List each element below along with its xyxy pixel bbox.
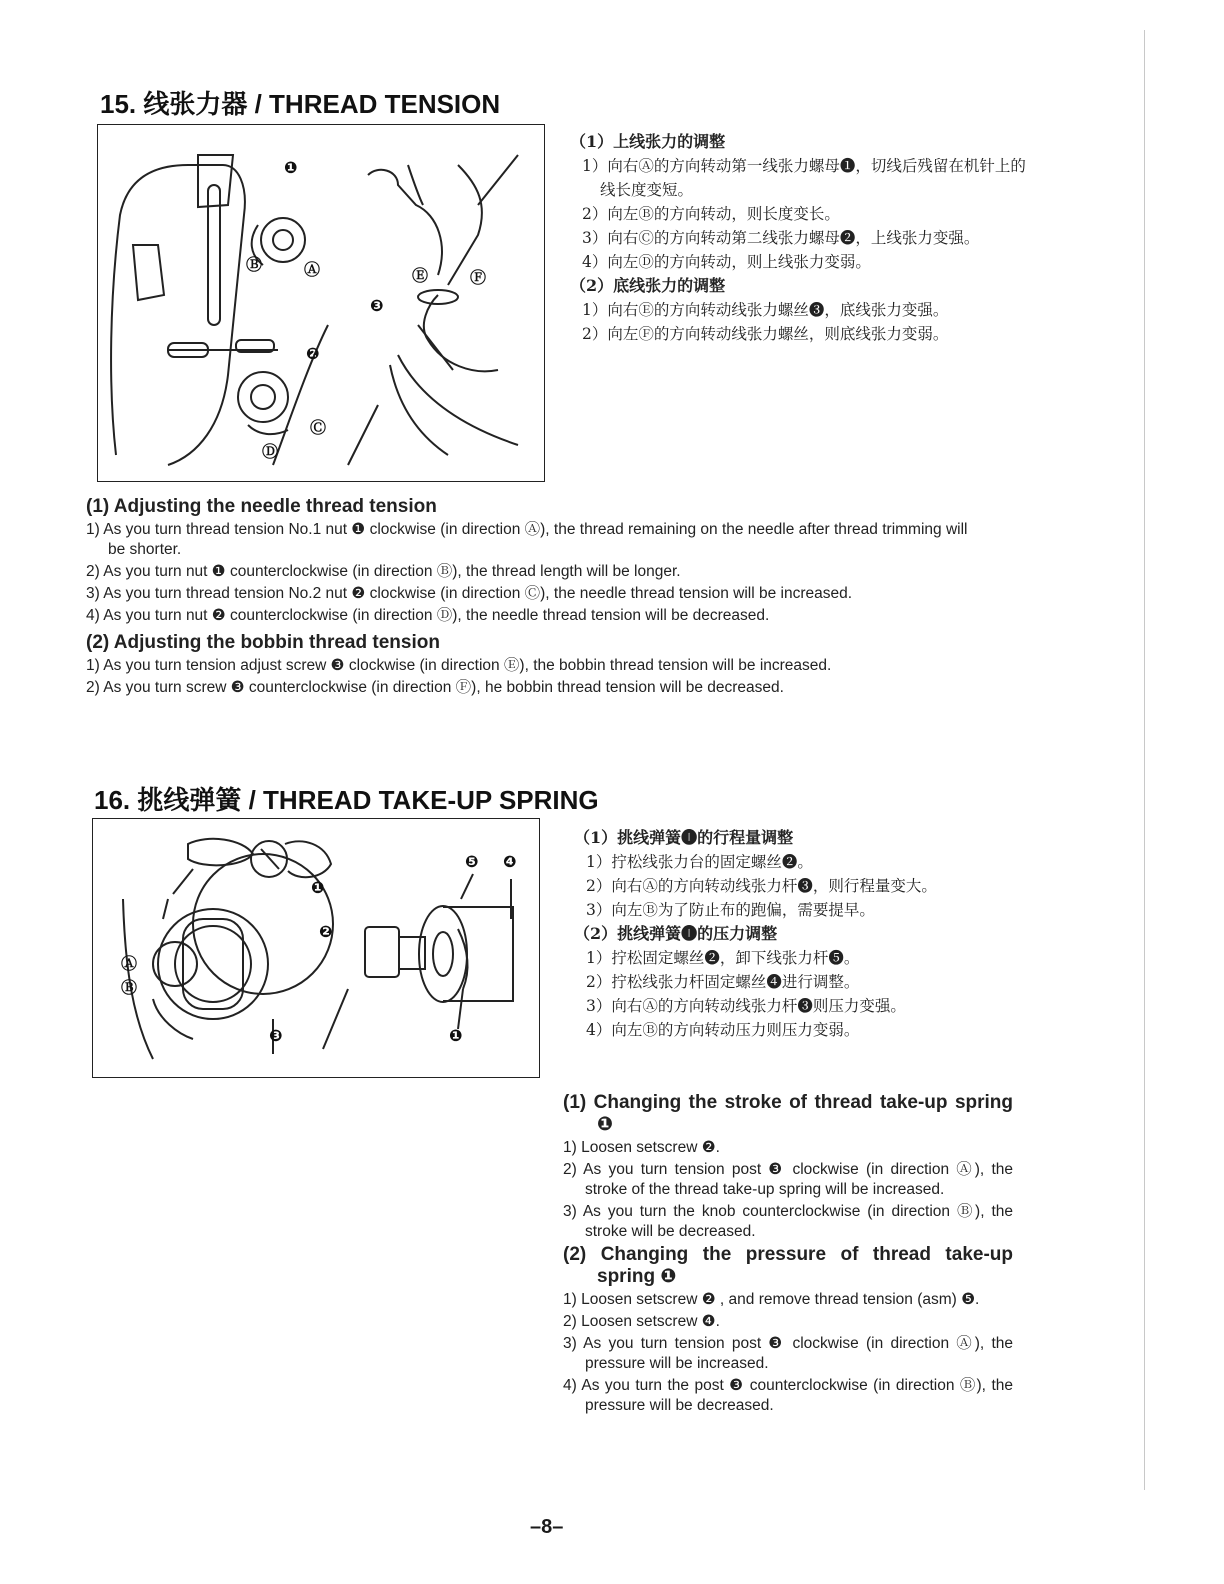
spring-en-item: 1) Loosen setscrew ❷. (563, 1139, 720, 1156)
tension-cn-item: 4）向左Ⓓ的方向转动，则上线张力变弱。 (582, 253, 871, 271)
tension-cn-item: 1）向右Ⓔ的方向转动线张力螺丝❸，底线张力变强。 (582, 301, 949, 319)
callout-3: ❸ (370, 296, 384, 315)
spring-cn-item: 1）拧松线张力台的固定螺丝❷。 (586, 853, 813, 871)
thread-tension-illustration (98, 125, 544, 481)
tension-en-item: 1) As you turn tension adjust screw ❸ clockwise (in direction Ⓔ), the bobbin thread tension will be increased. (86, 657, 832, 674)
tension-cn-heading-1: （1）上线张力的调整 (570, 132, 726, 151)
tension-cn-item: 1）向右Ⓐ的方向转动第一线张力螺母❶，切线后残留在机针上的线长度变短。 (582, 157, 1026, 199)
spring-cn-item: 2）向右Ⓐ的方向转动线张力杆❸，则行程量变大。 (586, 877, 937, 895)
spring-cn-item: 3）向右Ⓐ的方向转动线张力杆❸则压力变强。 (586, 997, 906, 1015)
spring-cn-item: 2）拧松线张力杆固定螺丝❹进行调整。 (586, 973, 860, 991)
tension-en-heading-2: (2) Adjusting the bobbin thread tension (86, 632, 440, 653)
tension-cn-item: 2）向左Ⓑ的方向转动，则长度变长。 (582, 205, 840, 223)
callout-a: Ⓐ (121, 954, 138, 973)
callout-5: ❺ (465, 852, 479, 871)
spring-en-item: 3) As you turn tension post ❸ clockwise (in direction Ⓐ), the pressure will be increased. (563, 1335, 1013, 1372)
callout-2: ❷ (306, 344, 320, 363)
spring-cn-heading-2: （2）挑线弹簧❶的压力调整 (574, 924, 778, 943)
spring-cn-item: 1）拧松固定螺丝❷，卸下线张力杆❺。 (586, 949, 860, 967)
spring-cn-item: 4）向左Ⓑ的方向转动压力则压力变弱。 (586, 1021, 860, 1039)
spring-en-item: 1) Loosen setscrew ❷ , and remove thread tension (asm) ❺. (563, 1291, 980, 1308)
tension-en-item: 4) As you turn nut ❷ counterclockwise (in direction Ⓓ), the needle thread tension will be decreased. (86, 607, 770, 624)
callout-c: Ⓒ (310, 418, 327, 437)
take-up-spring-figure (92, 818, 540, 1078)
spring-cn-item: 3）向左Ⓑ为了防止布的跑偏，需要提早。 (586, 901, 875, 919)
tension-cn-item: 3）向右Ⓒ的方向转动第二线张力螺母❷，上线张力变强。 (582, 229, 980, 247)
callout-a: Ⓐ (304, 260, 321, 279)
callout-b: Ⓑ (121, 978, 138, 997)
spring-en-instructions (563, 1090, 1013, 1416)
spring-en-item: 2) Loosen setscrew ❹. (563, 1313, 720, 1330)
callout-e: Ⓔ (412, 266, 429, 285)
tension-cn-item: 2）向左Ⓕ的方向转动线张力螺丝，则底线张力变弱。 (582, 325, 949, 343)
tension-en-item: 3) As you turn thread tension No.2 nut ❷ clockwise (in direction Ⓒ), the needle thread tension will be increased. (86, 585, 853, 602)
tension-cn-instructions (570, 130, 1030, 346)
tension-en-instructions (86, 494, 986, 698)
thread-tension-figure (97, 124, 545, 482)
tension-en-item: 1) As you turn thread tension No.1 nut ❶ clockwise (in direction Ⓐ), the thread remaining on the needle after thread trimming will be shorter. (86, 521, 968, 558)
spring-en-item: 3) As you turn the knob counterclockwise (in direction Ⓑ), the stroke will be decreased. (563, 1203, 1013, 1240)
callout-1b: ❶ (449, 1026, 463, 1045)
callout-1: ❶ (311, 878, 325, 897)
spring-en-item: 2) As you turn tension post ❸ clockwise (in direction Ⓐ), the stroke of the thread take-up spring will be increased. (563, 1161, 1013, 1198)
callout-4: ❹ (503, 852, 517, 871)
section-16-title: 16. 挑线弹簧 / THREAD TAKE-UP SPRING (94, 785, 599, 815)
tension-cn-heading-2: （2）底线张力的调整 (570, 276, 726, 295)
spring-en-item: 4) As you turn the post ❸ counterclockwise (in direction Ⓑ), the pressure will be decreased. (563, 1377, 1013, 1414)
tension-en-heading-1: (1) Adjusting the needle thread tension (86, 496, 437, 517)
page-edge-rule (1144, 30, 1145, 1490)
callout-1: ❶ (284, 158, 298, 177)
take-up-spring-illustration (93, 819, 539, 1077)
callout-2: ❷ (319, 922, 333, 941)
spring-en-heading-1: (1) Changing the stroke of thread take-up spring ❶ (563, 1092, 1013, 1135)
spring-en-heading-2: (2) Changing the pressure of thread take-up spring ❶ (563, 1244, 1013, 1287)
callout-f: Ⓕ (470, 268, 487, 287)
tension-en-item: 2) As you turn screw ❸ counterclockwise (in direction Ⓕ), he bobbin thread tension will be decreased. (86, 679, 784, 696)
callout-3: ❸ (269, 1026, 283, 1045)
spring-cn-instructions (574, 826, 1024, 1042)
callout-b: Ⓑ (246, 255, 263, 274)
spring-cn-heading-1: （1）挑线弹簧❶的行程量调整 (574, 828, 794, 847)
page-number: –8– (530, 1516, 564, 1538)
tension-en-item: 2) As you turn nut ❶ counterclockwise (in direction Ⓑ), the thread length will be longer. (86, 563, 681, 580)
callout-d: Ⓓ (262, 442, 279, 461)
section-15-title: 15. 线张力器 / THREAD TENSION (100, 89, 501, 119)
